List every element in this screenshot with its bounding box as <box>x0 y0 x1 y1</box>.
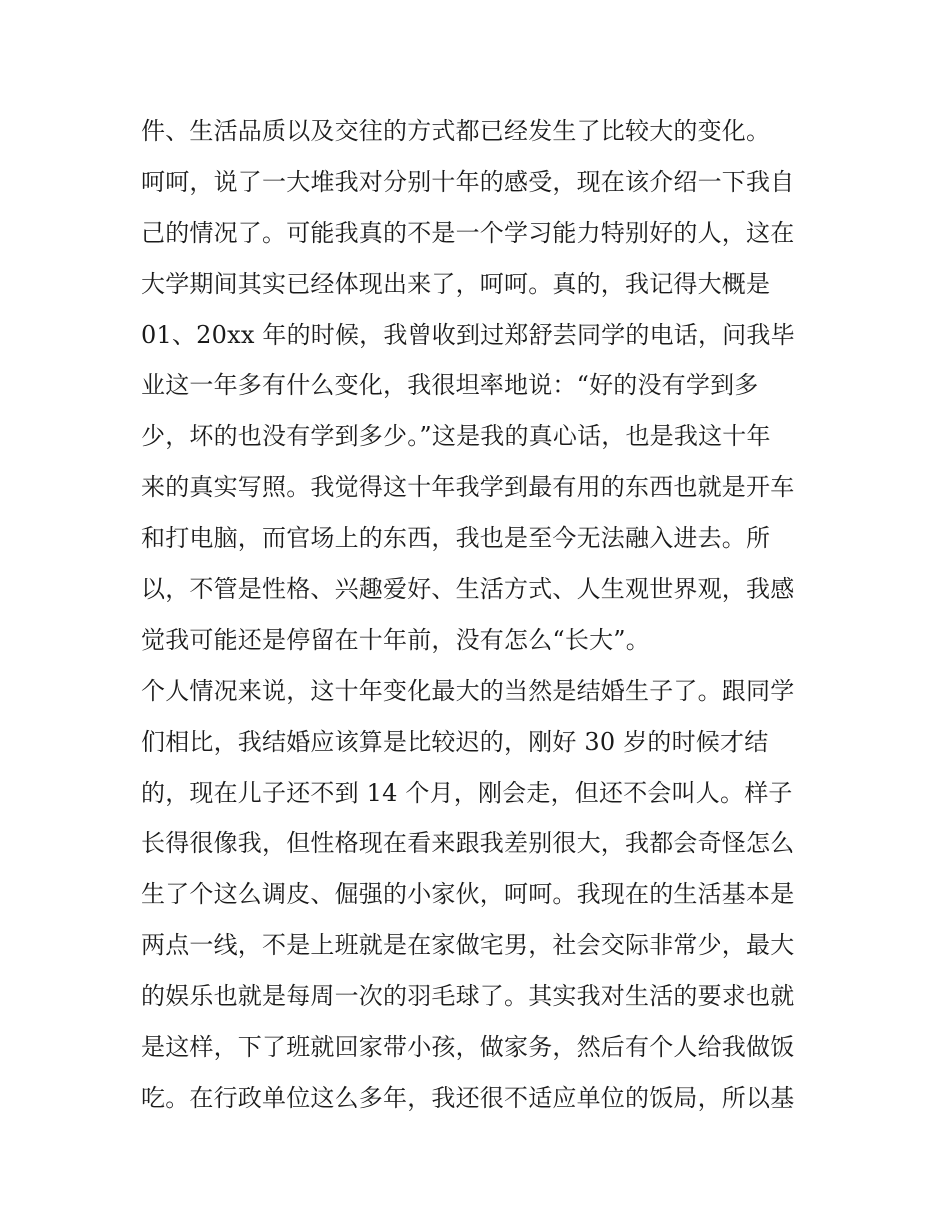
text-line: 生了个这么调皮、倔强的小家伙，呵呵。我现在的生活基本是 <box>141 880 795 909</box>
text-line: 长得很像我，但性格现在看来跟我差别很大，我都会奇怪怎么 <box>141 829 795 858</box>
text-line: 个人情况来说，这十年变化最大的当然是结婚生子了。跟同学 <box>141 676 795 705</box>
text-line: 大学期间其实已经体现出来了，呵呵。真的，我记得大概是 <box>141 269 771 298</box>
text-line: 呵呵，说了一大堆我对分别十年的感受，现在该介绍一下我自 <box>141 167 795 196</box>
text-line: 以，不管是性格、兴趣爱好、生活方式、人生观世界观，我感 <box>141 575 795 604</box>
text-line: 己的情况了。可能我真的不是一个学习能力特别好的人，这在 <box>141 218 795 247</box>
text-line: 件、生活品质以及交往的方式都已经发生了比较大的变化。 <box>141 117 771 145</box>
text-line: 业这一年多有什么变化，我很坦率地说：“好的没有学到多 <box>141 371 759 400</box>
body-text <box>141 109 821 1127</box>
text-line: 是这样，下了班就回家带小孩，做家务，然后有个人给我做饭 <box>141 1033 795 1062</box>
text-line: 的娱乐也就是每周一次的羽毛球了。其实我对生活的要求也就 <box>141 982 795 1011</box>
text-line: 两点一线，不是上班就是在家做宅男，社会交际非常少，最大 <box>141 931 795 960</box>
text-line: 吃。在行政单位这么多年，我还很不适应单位的饭局，所以基 <box>141 1083 795 1112</box>
text-line: 和打电脑，而官场上的东西，我也是至今无法融入进去。所 <box>141 524 771 553</box>
text-line: 01、20xx 年的时候，我曾收到过郑舒芸同学的电话，问我毕 <box>141 320 795 349</box>
text-line: 来的真实写照。我觉得这十年我学到最有用的东西也就是开车 <box>141 473 795 502</box>
text-line: 的，现在儿子还不到 14 个月，刚会走，但还不会叫人。样子 <box>141 778 793 807</box>
text-line: 们相比，我结婚应该算是比较迟的，刚好 30 岁的时候才结 <box>141 727 769 756</box>
text-line: 少，坏的也没有学到多少。”这是我的真心话，也是我这十年 <box>141 422 771 451</box>
text-line: 觉我可能还是停留在十年前，没有怎么“长大”。 <box>141 625 650 654</box>
